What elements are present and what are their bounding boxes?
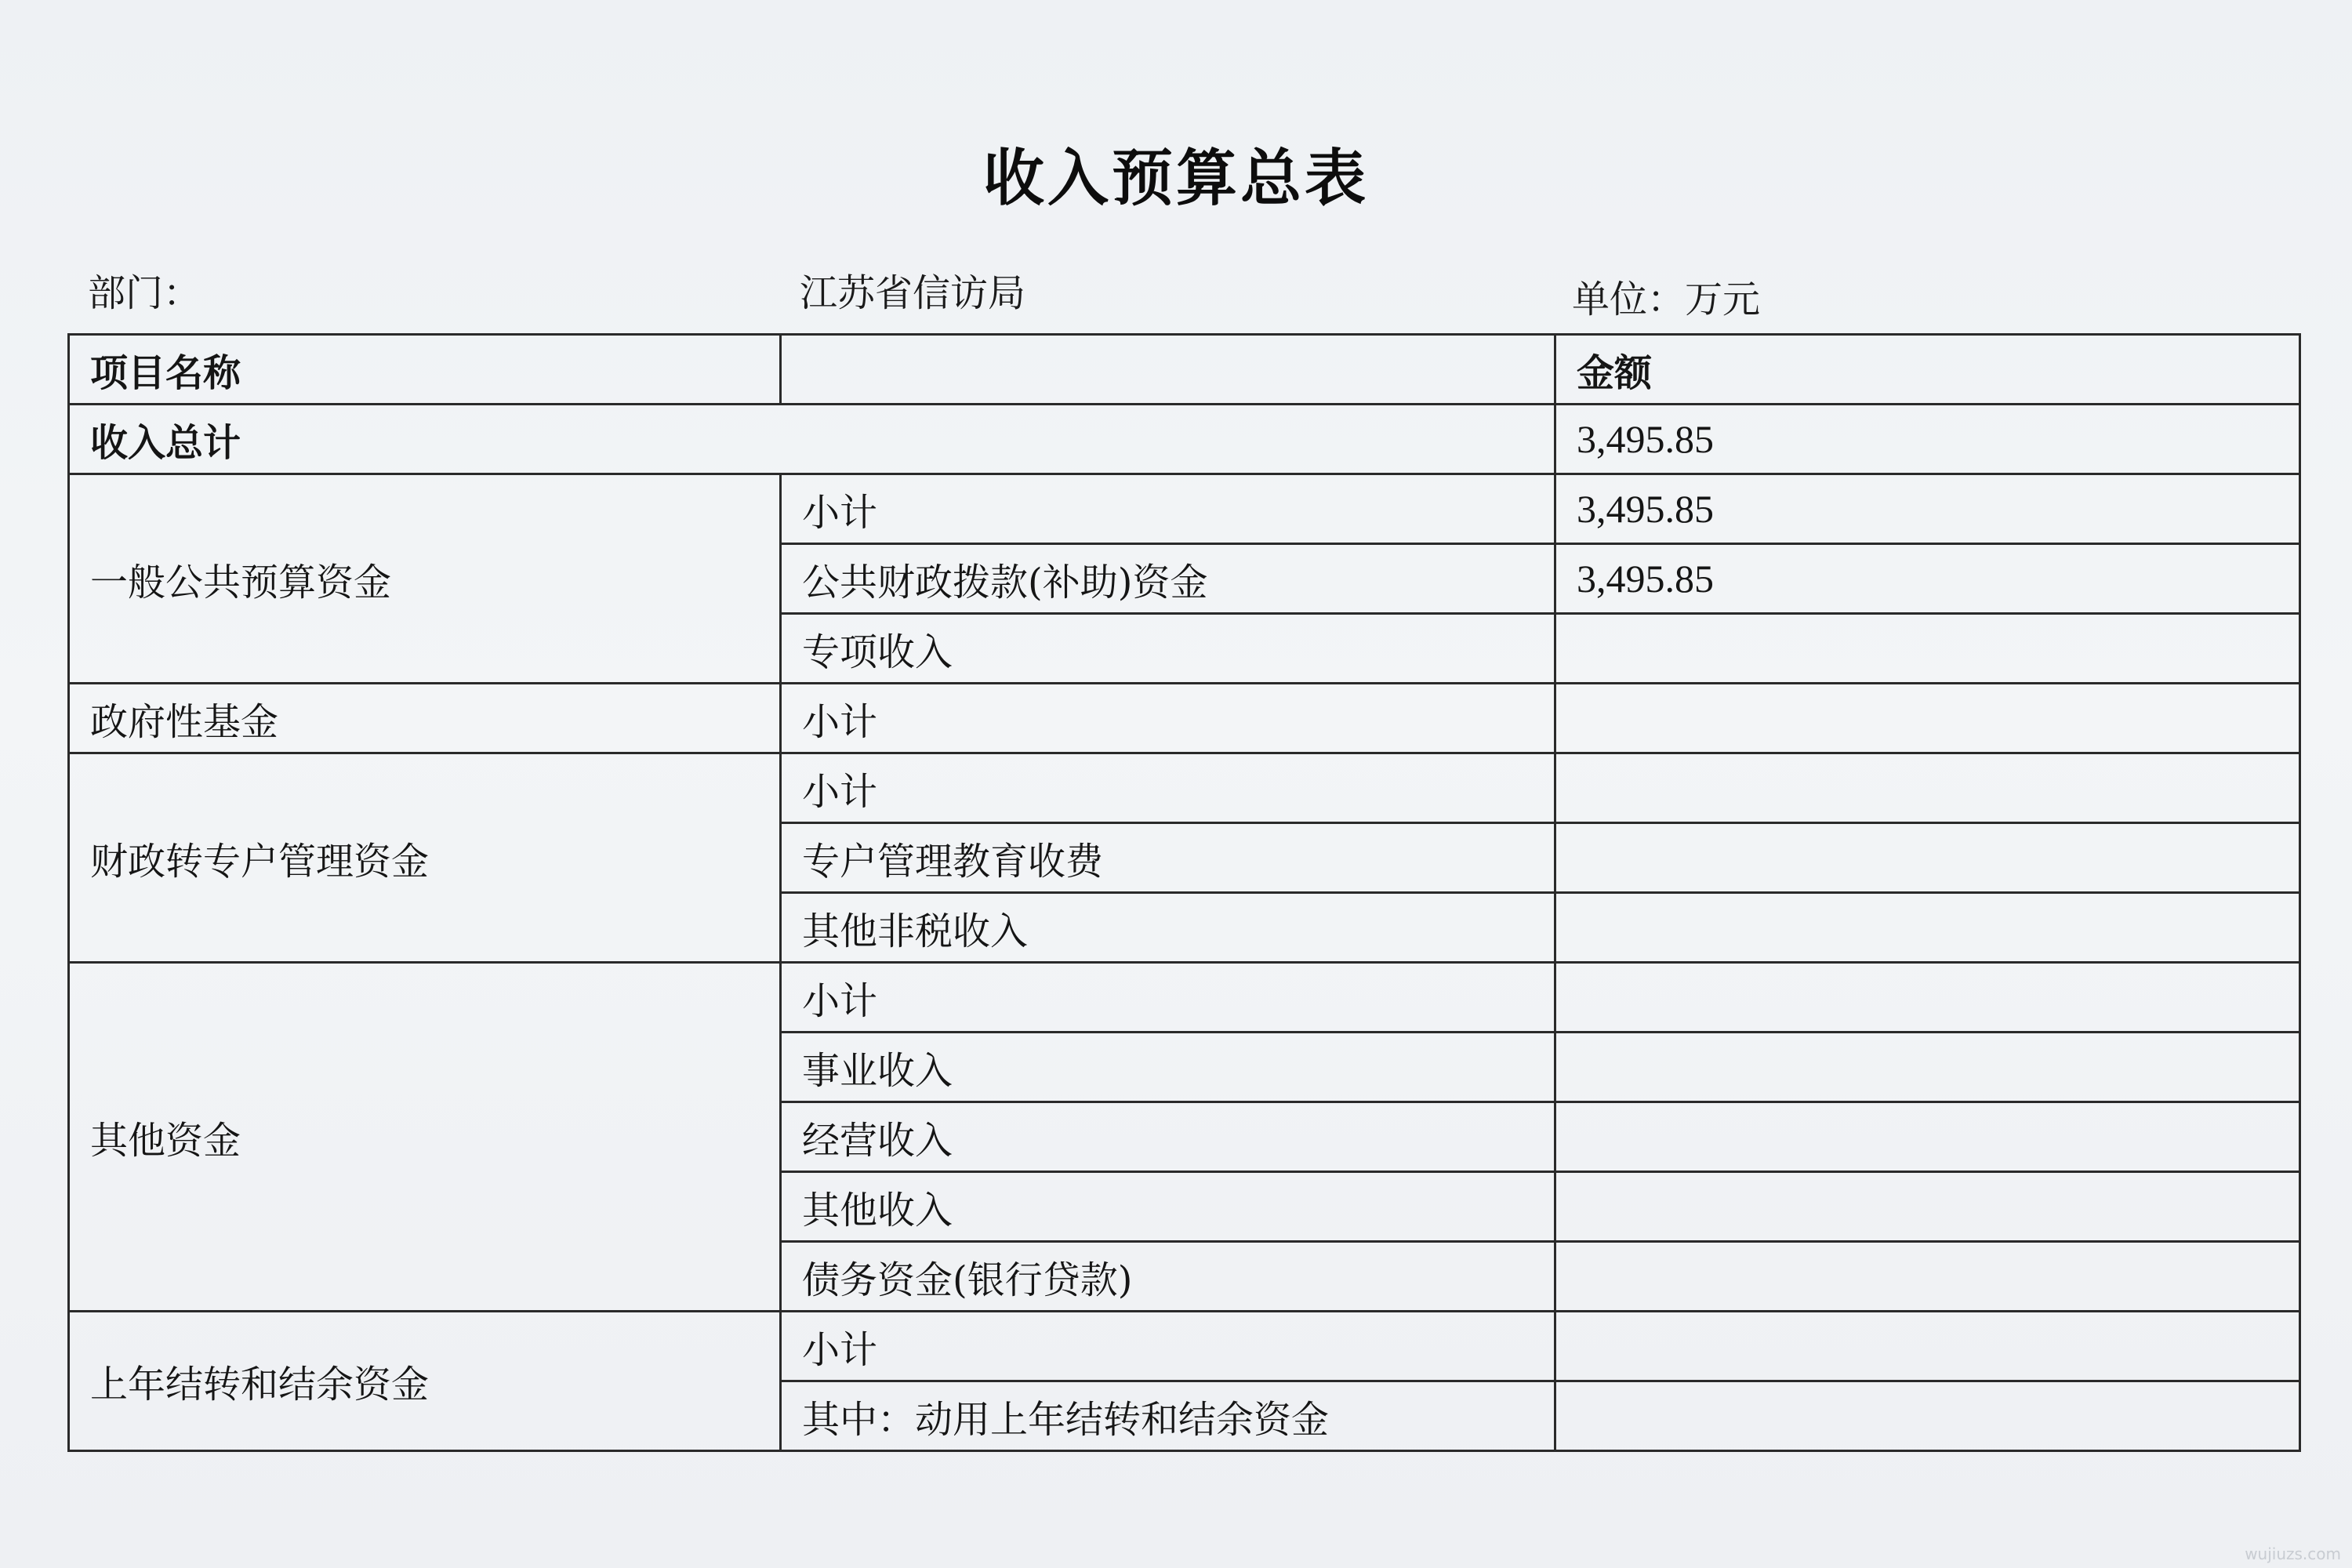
row-amount: 3,495.85 xyxy=(1555,474,2300,544)
row-item: 经营收入 xyxy=(781,1102,1555,1172)
row-item: 其中：动用上年结转和结余资金 xyxy=(781,1381,1555,1451)
site-watermark: wujiuzs.com xyxy=(2245,1544,2341,1563)
total-amount: 3,495.85 xyxy=(1555,405,2300,474)
row-amount xyxy=(1555,753,2300,823)
header-blank-cell xyxy=(781,335,1555,405)
row-amount xyxy=(1555,1033,2300,1102)
row-item: 其他非税收入 xyxy=(781,893,1555,963)
row-amount: 3,495.85 xyxy=(1555,544,2300,614)
table-header-row xyxy=(69,335,2300,405)
unit-label: 单位：万元 xyxy=(1572,278,1761,321)
group-name: 一般公共预算资金 xyxy=(69,474,781,684)
total-label: 收入总计 xyxy=(69,405,1555,474)
row-amount xyxy=(1555,1381,2300,1451)
table-row xyxy=(69,753,2300,823)
row-amount xyxy=(1555,684,2300,753)
row-item: 小计 xyxy=(781,684,1555,753)
row-amount xyxy=(1555,1102,2300,1172)
row-amount xyxy=(1555,963,2300,1033)
header-item-name: 项目名称 xyxy=(69,335,781,405)
row-amount xyxy=(1555,823,2300,893)
row-amount xyxy=(1555,1312,2300,1381)
group-name: 上年结转和结余资金 xyxy=(69,1312,781,1451)
header-amount: 金额 xyxy=(1555,335,2300,405)
revenue-budget-table xyxy=(67,333,2301,1452)
row-item: 专户管理教育收费 xyxy=(781,823,1555,893)
row-item: 小计 xyxy=(781,753,1555,823)
row-item: 小计 xyxy=(781,474,1555,544)
group-name: 其他资金 xyxy=(69,963,781,1312)
total-row xyxy=(69,405,2300,474)
row-item: 其他收入 xyxy=(781,1172,1555,1242)
document-title: 收入预算总表 xyxy=(982,143,1369,214)
table-row xyxy=(69,474,2300,544)
row-item: 专项收入 xyxy=(781,614,1555,684)
row-amount xyxy=(1555,1242,2300,1312)
table-row xyxy=(69,1312,2300,1381)
row-amount xyxy=(1555,1172,2300,1242)
row-item: 小计 xyxy=(781,1312,1555,1381)
department-label: 部门： xyxy=(88,271,201,315)
row-amount xyxy=(1555,614,2300,684)
row-item: 事业收入 xyxy=(781,1033,1555,1102)
group-name: 财政转专户管理资金 xyxy=(69,753,781,963)
table-row xyxy=(69,963,2300,1033)
group-name: 政府性基金 xyxy=(69,684,781,753)
row-item: 公共财政拨款(补助)资金 xyxy=(781,544,1555,614)
table-row xyxy=(69,684,2300,753)
department-value: 江苏省信访局 xyxy=(800,271,1026,315)
row-item: 小计 xyxy=(781,963,1555,1033)
row-item: 债务资金(银行贷款) xyxy=(781,1242,1555,1312)
row-amount xyxy=(1555,893,2300,963)
